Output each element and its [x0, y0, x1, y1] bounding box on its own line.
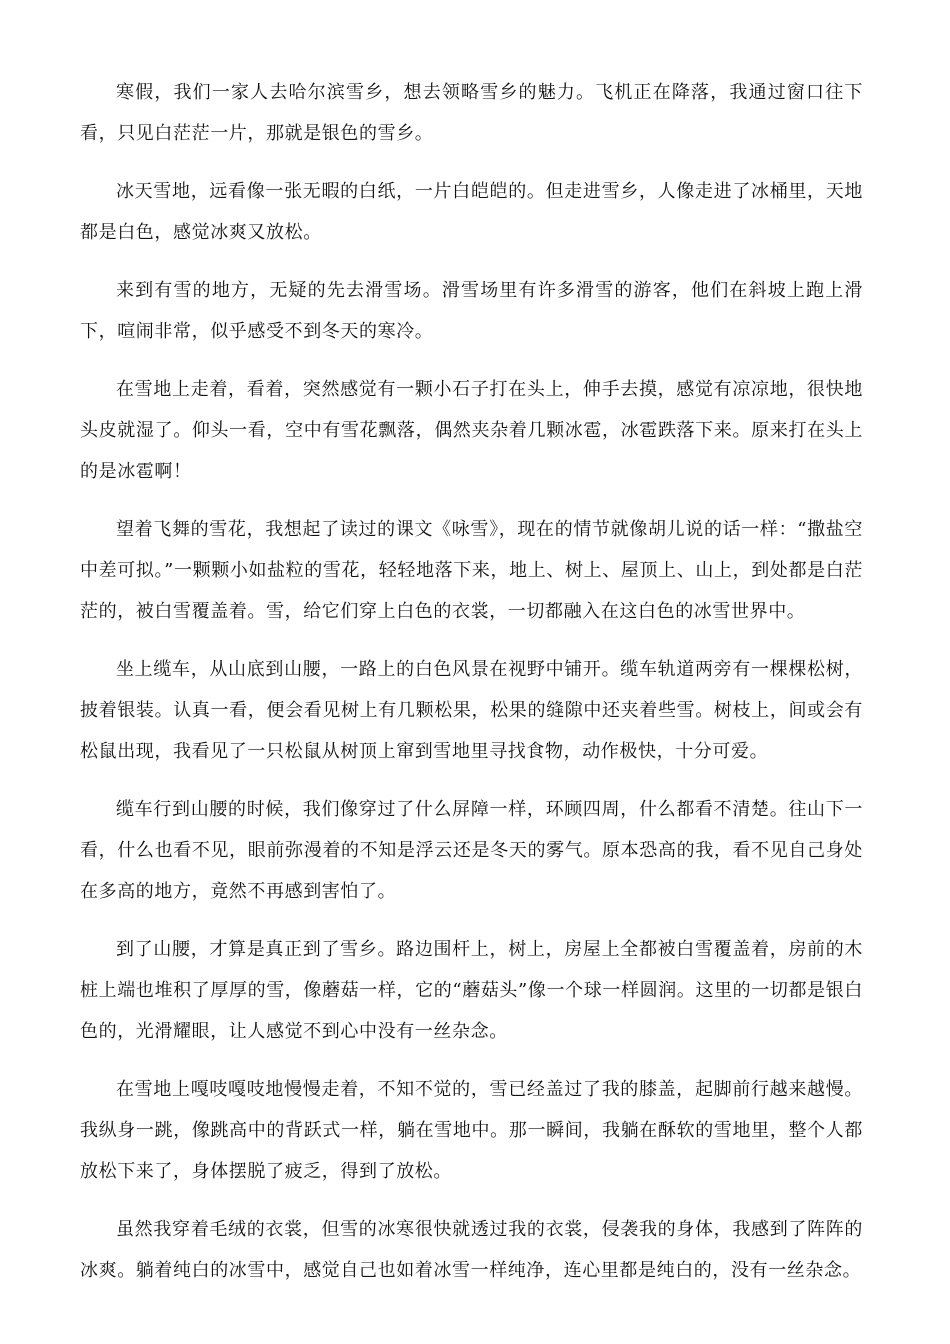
paragraph-4: 在雪地上走着，看着，突然感觉有一颗小石子打在头上，伸手去摸，感觉有凉凉地，很快地头皮就湿了。仰头一看，空中有雪花飘落，偶然夹杂着几颗冰雹，冰雹跌落下来。原来打在头上的是冰雹啊！: [80, 379, 863, 482]
paragraph-9: 在雪地上嘎吱嘎吱地慢慢走着，不知不觉的，雪已经盖过了我的膝盖，起脚前行越来越慢。我纵身一跳，像跳高中的背跃式一样，躺在雪地中。那一瞬间，我躺在酥软的雪地里，整个人都放松下来了，身体摆脱了疲乏，得到了放松。: [80, 1079, 863, 1182]
paragraph-8: 到了山腰，才算是真正到了雪乡。路边围杆上，树上，房屋上全都被白雪覆盖着，房前的木桩上端也堆积了厚厚的雪，像蘑菇一样，它的“蘑菇头”像一个球一样圆润。这里的一切都是银白色的，光滑耀眼，让人感觉不到心中没有一丝杂念。: [80, 939, 863, 1042]
paragraph-5: 望着飞舞的雪花，我想起了读过的课文《咏雪》，现在的情节就像胡儿说的话一样：“撒盐空中差可拟。”一颗颗小如盐粒的雪花，轻轻地落下来，地上、树上、屋顶上、山上，到处都是白茫茫的，被白雪覆盖着。雪，给它们穿上白色的衣裳，一切都融入在这白色的冰雪世界中。: [80, 519, 863, 622]
paragraph-3: 来到有雪的地方，无疑的先去滑雪场。滑雪场里有许多滑雪的游客，他们在斜坡上跑上滑下，喧闹非常，似乎感受不到冬天的寒冷。: [80, 280, 863, 342]
paragraph-10: 虽然我穿着毛绒的衣裳，但雪的冰寒很快就透过我的衣裳，侵袭我的身体，我感到了阵阵的冰爽。躺着纯白的冰雪中，感觉自己也如着冰雪一样纯净，连心里都是纯白的，没有一丝杂念。: [80, 1219, 863, 1281]
paragraph-6: 坐上缆车，从山底到山腰，一路上的白色风景在视野中铺开。缆车轨道两旁有一棵棵松树，披着银装。认真一看，便会看见树上有几颗松果，松果的缝隙中还夹着些雪。树枝上，间或会有松鼠出现，我看见了一只松鼠从树顶上窜到雪地里寻找食物，动作极快，十分可爱。: [80, 659, 863, 762]
document-page: [80, 72, 863, 1308]
paragraph-7: 缆车行到山腰的时候，我们像穿过了什么屏障一样，环顾四周，什么都看不清楚。往山下一看，什么也看不见，眼前弥漫着的不知是浮云还是冬天的雾气。原本恐高的我，看不见自己身处在多高的地方，竟然不再感到害怕了。: [80, 799, 863, 902]
paragraph-1: 寒假，我们一家人去哈尔滨雪乡，想去领略雪乡的魅力。飞机正在降落，我通过窗口往下看，只见白茫茫一片，那就是银色的雪乡。: [80, 82, 863, 144]
paragraph-2: 冰天雪地，远看像一张无暇的白纸，一片白皑皑的。但走进雪乡，人像走进了冰桶里，天地都是白色，感觉冰爽又放松。: [80, 181, 863, 243]
